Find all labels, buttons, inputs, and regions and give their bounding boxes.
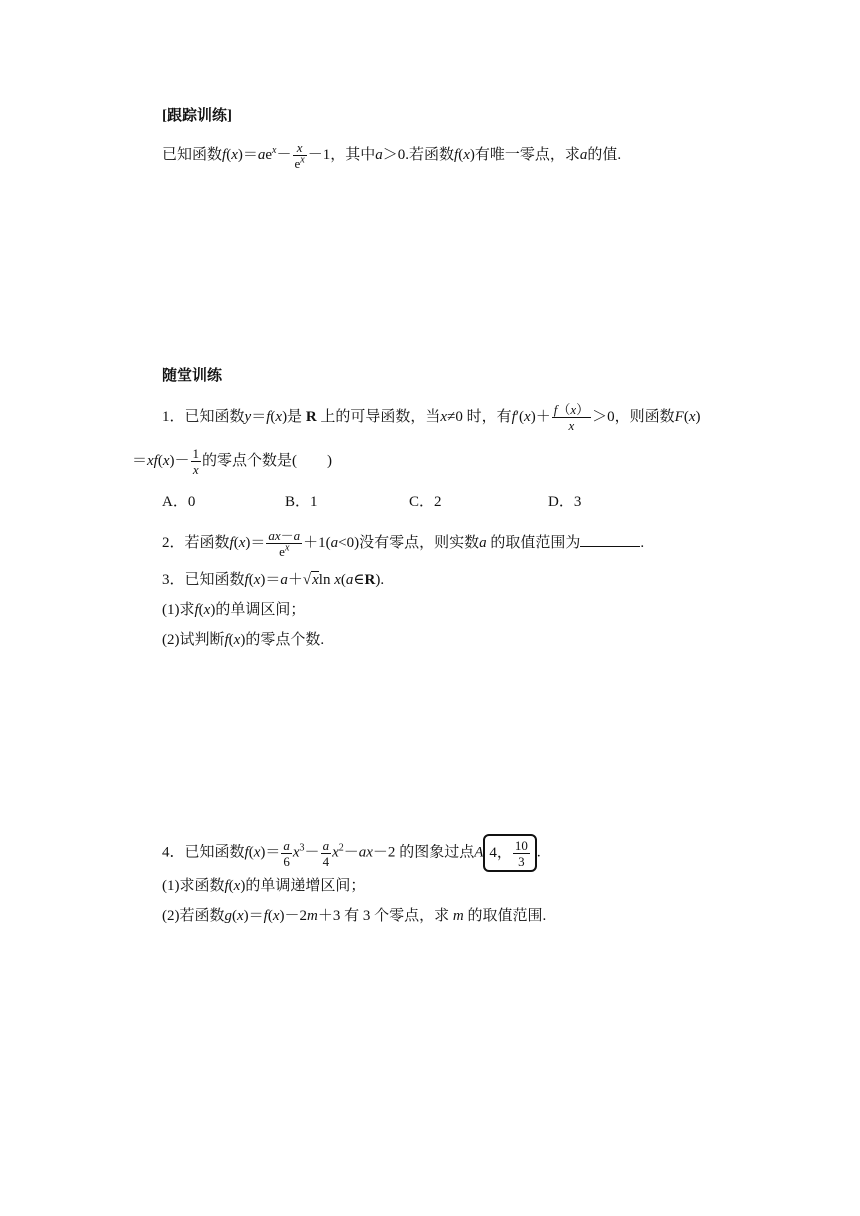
text: 已知函数 [184,572,245,588]
text: . [640,534,645,551]
question-number: 1． [162,408,185,425]
text: ，其中 [330,146,376,163]
fraction: $\frac{ax-a}{e^x}$ [268,528,301,559]
question-4-part-1: (1)求函数f(x)的单调递增区间； [162,878,366,894]
text: 已知函数 [162,146,223,163]
text: 已知函数 [184,408,245,425]
question-number: 2． [162,534,185,551]
text: 的零点个数. [245,632,325,648]
option-b: B．1 [285,494,318,510]
question-3: 3．已知函数f(x)＝a＋√xln x(a∈R). [162,572,385,588]
section-heading-practice: 随堂训练 [162,368,223,384]
text: 有 3 个零点，求 [344,908,450,924]
option-d: D．3 [548,494,582,510]
answer-blank[interactable] [580,532,640,547]
text: (1)求 [162,602,195,618]
text: 的值. [587,146,622,163]
section-heading-tracking: [跟踪训练] [162,108,232,124]
question-number: 3． [162,572,185,588]
text: 的单调递增区间； [245,878,366,894]
fraction: $\frac{a}{4}$ [322,837,330,869]
text: (1)求函数 [162,878,225,894]
question-3-part-2: (2)试判断f(x)的零点个数. [162,632,325,648]
text: 的取值范围为 [490,534,581,551]
point-coordinates: 4， $\frac{10}{3}$ [483,834,537,872]
text: (2)试判断 [162,632,225,648]
text: 没有零点，则实数 [359,534,480,551]
text: 的零点个数是( ) [202,452,333,469]
text: ＞0，则函数 [592,408,675,425]
fraction: $\frac{1}{x}$ [192,446,200,477]
fraction: $\frac{x}{e^x}$ [294,140,305,171]
question-4: 4．已知函数f(x)＝ $\frac{a}{6}$ $x^3-$ $\frac{a}{4}$ $x^2-ax-2$ 的图象过点A 4， $\frac{10}{3}$ . [162,834,541,872]
text: 的取值范围. [467,908,547,924]
text: ≠0 时，有 [447,408,512,425]
text: 已知函数 [184,844,245,861]
question-3-part-1: (1)求f(x)的单调区间； [162,602,306,618]
question-4-part-2: (2)若函数g(x)＝f(x)－2m＋3 有 3 个零点，求 m 的取值范围. [162,908,547,924]
fraction: $\frac{f(x)}{x}$ [553,402,590,433]
text: 的图象过点 [399,844,475,861]
text: 若函数 [184,534,230,551]
text: (2)若函数 [162,908,225,924]
option-a: A．0 [162,494,196,510]
option-c: C．2 [409,494,442,510]
fraction: $\frac{a}{6}$ [283,837,290,869]
text: 的单调区间； [215,602,306,618]
tracking-problem: 已知函数$f(x)=ae^x-$ $\frac{x}{e^x}$ －1，其中a＞0.若函数f(x)有唯一零点，求a的值. [162,140,622,171]
question-1-line-1: 1．已知函数y＝f(x)是 R 上的可导函数，当x≠0 时，有f′(x)＋ $\frac{f(x)}{x}$ ＞0，则函数F(x) [162,402,701,433]
question-2: 2．若函数f(x)＝ $\frac{ax-a}{e^x}$ ＋1(a<0)没有零点，则实数a 的取值范围为 . [162,528,645,559]
question-number: 4． [162,844,185,861]
text: 有唯一零点，求 [474,146,580,163]
text: ＞0.若函数 [382,146,455,163]
text: 上的可导函数，当 [320,408,441,425]
question-1-line-2: ＝xf(x)－ $\frac{1}{x}$ 的零点个数是( ) [132,446,333,477]
